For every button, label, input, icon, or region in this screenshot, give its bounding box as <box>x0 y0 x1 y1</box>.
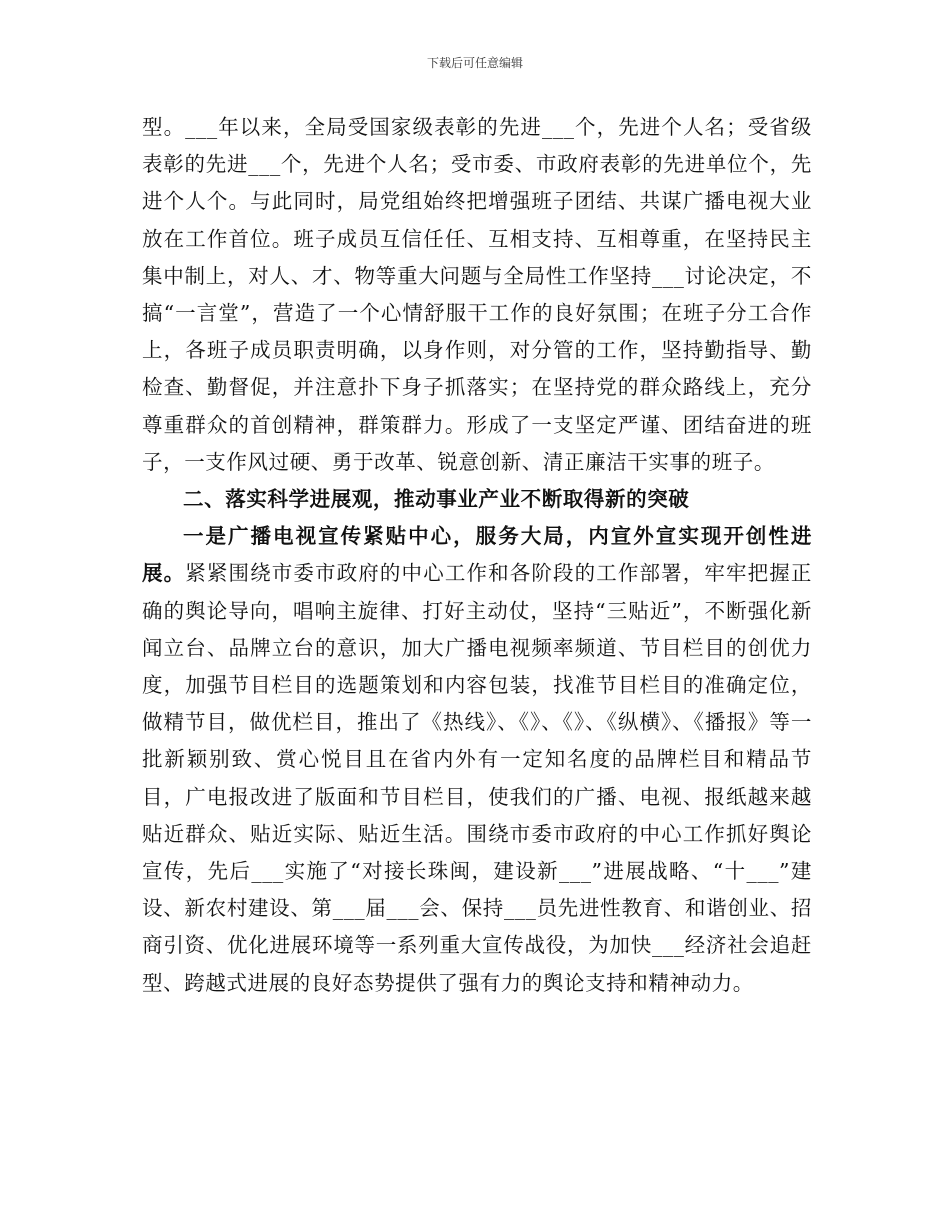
page-header: 下载后可任意编辑 <box>426 56 523 70</box>
paragraph-1: 型。___年以来，全局受国家级表彰的先进___个，先进个人名；受省级表彰的先进___个，先进个人名；受市委、市政府表彰的先进单位个，先进个人个。与此同时，局党组始终把增强班子团结、共谋广播电视大业放在工作首位。班子成员互信任任、互相支持、互相尊重，在坚持民主集中制上，对人、才、物等重大问题与全局性工作坚持___讨论决定，不搞“一言堂”，营造了一个心情舒服干工作的良好氛围；在班子分工合作上，各班子成员职责明确，以身作则，对分管的工作，坚持勤指导、勤检查、勤督促，并注意扑下身子抓落实；在坚持党的群众路线上，充分尊重群众的首创精神，群策群力。形成了一支坚定严谨、团结奋进的班子，一支作风过硬、勇于改革、锐意创新、清正廉洁干实事的班子。 <box>142 115 812 474</box>
paragraph-2-body: 紧紧围绕市委市政府的中心工作和各阶段的工作部署，牢牢把握正确的舆论导向，唱响主旋律、打好主动仗，坚持“三贴近”，不断强化新闻立台、品牌立台的意识，加大广播电视频率频道、节目栏目的创优力度，加强节目栏目的选题策划和内容包装，找准节目栏目的准确定位，做精节目，做优栏目，推出了《热线》、《》、《》、《纵横》、《播报》等一批新颖别致、赏心悦目且在省内外有一定知名度的品牌栏目和精品节目，广电报改进了版面和节目栏目，使我们的广播、电视、报纸越来越贴近群众、贴近实际、贴近生活。围绕市委市政府的中心工作抓好舆论宣传，先后___实施了“对接长珠闽，建设新___”进展战略、“十___”建设、新农村建设、第___届___会、保持___员先进性教育、和谐创业、招商引资、优化进展环境等一系列重大宣传战役，为加快___经济社会追赶型、跨越式进展的良好态势提供了强有力的舆论支持和精神动力。 <box>142 561 812 995</box>
paragraph-2 <box>142 518 812 1002</box>
paragraph-2-lead: 一是广播电视宣传紧贴中心，服务大局，内宣外宣实现开创性进展。 <box>142 524 812 586</box>
section-heading: 二、落实科学进展观，推动事业产业不断取得新的突破 <box>183 487 690 512</box>
document-body <box>142 109 812 1002</box>
